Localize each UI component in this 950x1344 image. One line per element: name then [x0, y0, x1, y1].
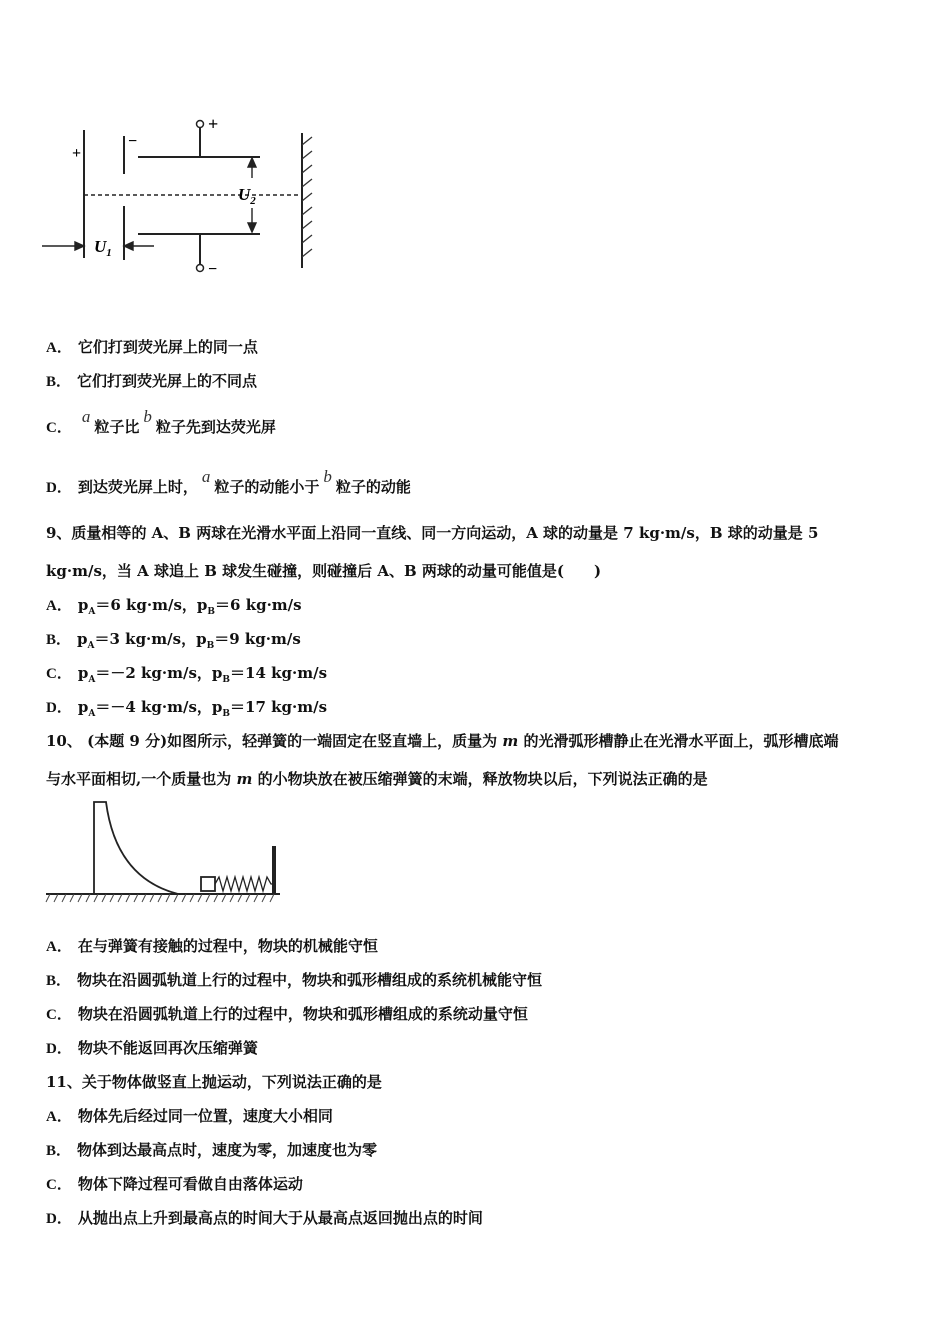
- q10-option-b: B． 物块在沿圆弧轨道上行的过程中，物块和弧形槽组成的系统机械能守恒: [46, 971, 543, 989]
- plus-plate-left: +: [72, 145, 82, 162]
- q10-stem-line2: 与水平面相切,一个质量也为 m 的小物块放在被压缩弹簧的末端，释放物块以后，下列说法正确的是: [46, 770, 708, 788]
- q10-stem-line1: 10、 (本题 9 分)如图所示，轻弹簧的一端固定在竖直墙上，质量为 m 的光滑弧形槽静止在光滑水平面上，弧形槽底端: [46, 732, 839, 750]
- u2-label: U: [238, 185, 251, 204]
- q8-option-b: B． 它们打到荧光屏上的不同点: [46, 372, 258, 390]
- arc-slot-spring-figure: [44, 798, 284, 908]
- q9-option-a: A． $p_A=6$ kg·m/s，$p_B=6$ kg·m/s: [46, 596, 302, 617]
- q8-option-c: C．a粒子比b粒子先到达荧光屏: [46, 407, 276, 436]
- q9-option-d: D． $p_A=-4$ kg·m/s，$p_B=17$ kg·m/s: [46, 698, 328, 719]
- q8-option-d: D． 到达荧光屏上时，a粒子的动能小于b粒子的动能: [46, 467, 411, 496]
- q10-option-d: D． 物块不能返回再次压缩弹簧: [46, 1039, 258, 1057]
- u1-label: U: [94, 237, 107, 256]
- minus-terminal-bottom: −: [208, 261, 218, 278]
- deflection-field-figure: [40, 100, 340, 300]
- q9-stem-line2: kg·m/s，当 A 球追上 B 球发生碰撞，则碰撞后 A、B 两球的动量可能值是( ): [46, 562, 602, 580]
- q11-stem: 11、关于物体做竖直上抛运动，下列说法正确的是: [46, 1073, 382, 1091]
- minus-plate-label: −: [128, 133, 138, 150]
- q11-option-a: A． 物体先后经过同一位置，速度大小相同: [46, 1107, 333, 1125]
- svg-text:U1: [94, 237, 112, 259]
- q10-option-a: A． 在与弹簧有接触的过程中，物块的机械能守恒: [46, 937, 378, 955]
- u2-sub: 2: [250, 195, 256, 207]
- q11-option-c: C． 物体下降过程可看做自由落体运动: [46, 1175, 303, 1193]
- q8-option-a: A． 它们打到荧光屏上的同一点: [46, 338, 258, 356]
- plus-terminal-top: +: [208, 114, 219, 134]
- q9-option-c: C． $p_A=-2$ kg·m/s，$p_B=14$ kg·m/s: [46, 664, 328, 685]
- q11-option-b: B． 物体到达最高点时，速度为零，加速度也为零: [46, 1141, 378, 1159]
- u1-sub: 1: [106, 247, 112, 259]
- q10-option-c: C． 物块在沿圆弧轨道上行的过程中，物块和弧形槽组成的系统动量守恒: [46, 1005, 528, 1023]
- q11-option-d: D． 从抛出点上升到最高点的时间大于从最高点返回抛出点的时间: [46, 1209, 483, 1227]
- svg-text:U2: [238, 185, 256, 207]
- q9-option-b: B． $p_A=3$ kg·m/s，$p_B=9$ kg·m/s: [46, 630, 301, 651]
- q9-stem-line1: 9、质量相等的 A、B 两球在光滑水平面上沿同一直线、同一方向运动，A 球的动量是 7 kg·m/s，B 球的动量是 5: [46, 524, 819, 542]
